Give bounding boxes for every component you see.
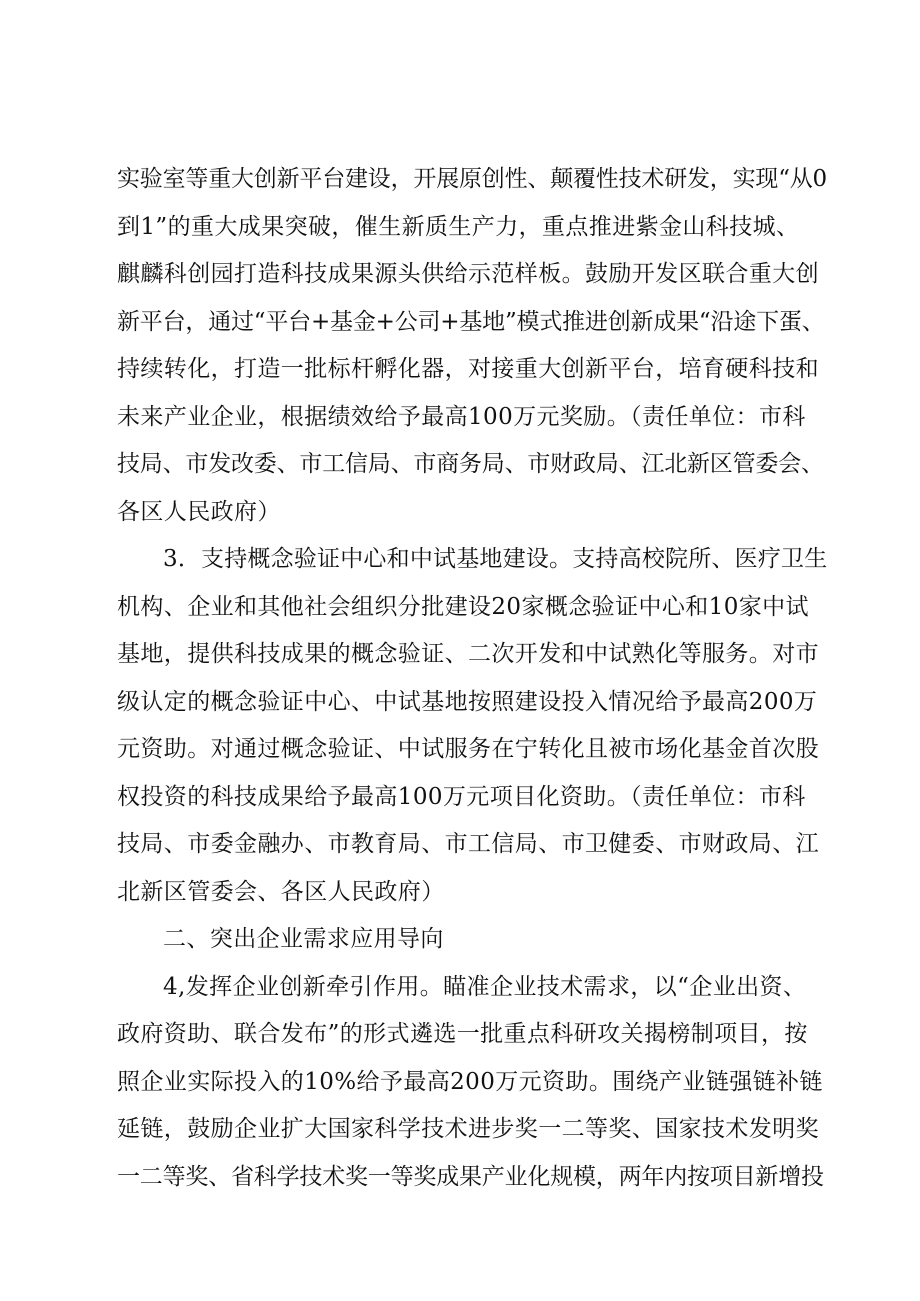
text-line: 级认定的概念验证中心、中试基地按照建设投入情况给予最高200万: [117, 689, 818, 715]
paragraph-heading-4: 4,发挥企业创新牵引作用。瞄准企业技术需求，以“企业出资、: [163, 974, 807, 1000]
text-line: 技局、市委金融办、市教育局、市工信局、市卫健委、市财政局、江: [117, 831, 819, 857]
text-line: 延链，鼓励企业扩大国家科学技术进步奖一二等奖、国家技术发明奖: [117, 1116, 819, 1142]
text-line: 持续转化，打造一批标杆孵化器，对接重大创新平台，培育硬科技和: [117, 356, 819, 382]
text-line: 元资助。对通过概念验证、中试服务在宁转化且被市场化基金首次股: [117, 736, 819, 762]
text-line: 麒麟科创园打造科技成果源头供给示范样板。鼓励开发区联合重大创: [117, 261, 819, 287]
text-line: 北新区管委会、各区人民政府）: [117, 879, 445, 905]
text-line: 一二等奖、省科学技术奖一等奖成果产业化规模，两年内按项目新增投: [117, 1164, 824, 1190]
text-line: 机构、企业和其他社会组织分批建设20家概念验证中心和10家中试: [117, 594, 809, 620]
text-line: 实验室等重大创新平台建设，开展原创性、颠覆性技术研发，实现“从0: [117, 166, 827, 192]
section-heading: 二、突出企业需求应用导向: [163, 926, 444, 952]
text-line: 技局、市发改委、市工信局、市商务局、市财政局、江北新区管委会、: [117, 451, 824, 477]
text-line: 未来产业企业，根据绩效给予最高100万元奖励。（责任单位：市科: [117, 404, 806, 430]
text-line: 政府资助、联合发布”的形式遴选一批重点科研攻关揭榜制项目，按: [117, 1021, 808, 1047]
text-line: 权投资的科技成果给予最高100万元项目化资助。（责任单位：市科: [117, 784, 806, 810]
text-line: 基地，提供科技成果的概念验证、二次开发和中试熟化等服务。对市: [117, 641, 819, 667]
text-line: 新平台，通过“平台+基金+公司+基地”模式推进创新成果“沿途下蛋、: [117, 309, 825, 335]
text-line: 到1”的重大成果突破，催生新质生产力，重点推进紫金山科技城、: [117, 214, 800, 240]
text-line: 各区人民政府）: [117, 499, 281, 525]
paragraph-heading-3: 3．支持概念验证中心和中试基地建设。支持高校院所、医疗卫生: [163, 546, 828, 572]
text-line: 照企业实际投入的10%给予最高200万元资助。围绕产业链强链补链: [117, 1069, 823, 1095]
